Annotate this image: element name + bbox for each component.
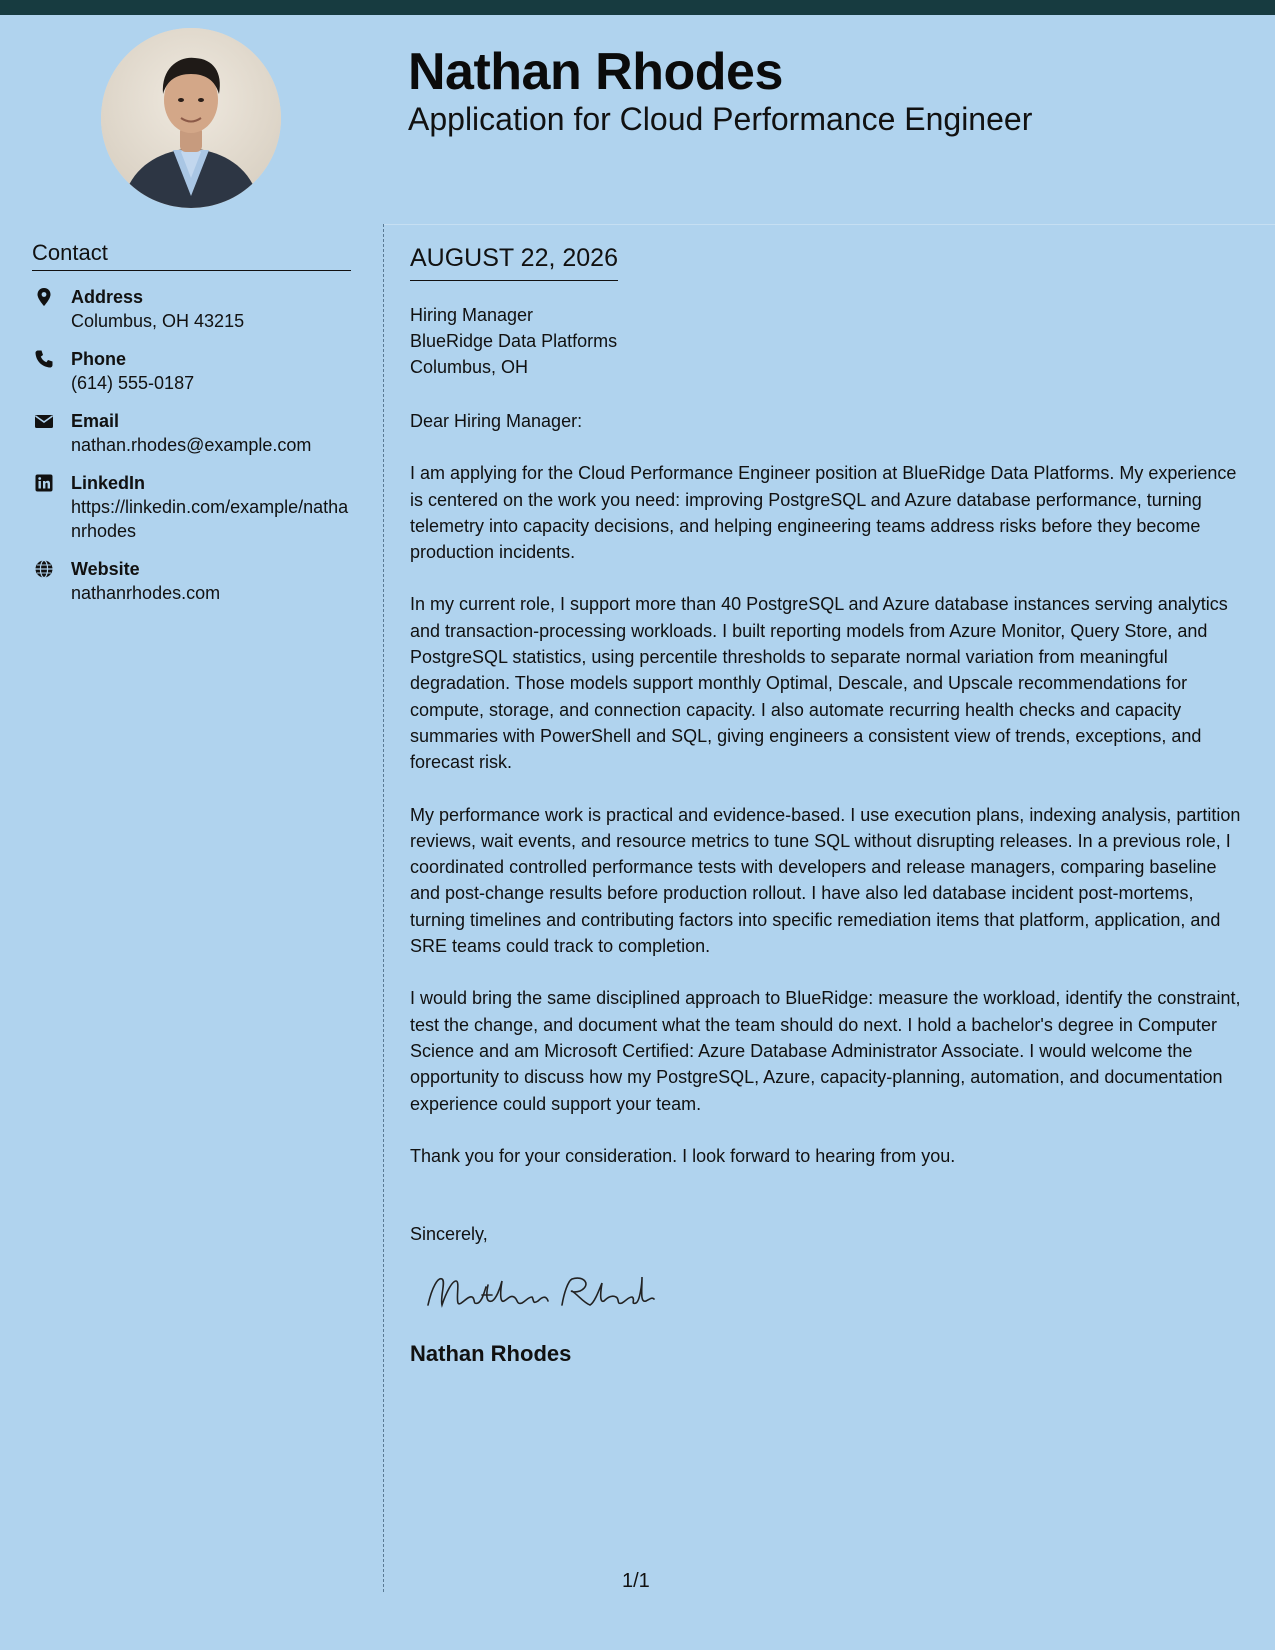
recipient-line: Hiring Manager <box>410 305 534 325</box>
address-value: Columbus, OH 43215 <box>71 311 245 331</box>
email-icon <box>34 411 54 431</box>
application-subtitle: Application for Cloud Performance Engineer <box>408 101 1033 137</box>
recipient-block <box>410 302 1250 380</box>
contact-label: Phone <box>71 349 127 369</box>
page-number: 1/1 <box>622 1570 650 1592</box>
email-value[interactable]: nathan.rhodes@example.com <box>71 435 312 455</box>
contact-item-linkedin <box>32 471 357 543</box>
greeting: Dear Hiring Manager: <box>410 411 583 431</box>
letter-date: AUGUST 22, 2026 <box>410 242 618 281</box>
contact-item-email <box>32 409 357 457</box>
contact-list <box>32 285 357 605</box>
recipient-line: Columbus, OH <box>410 357 529 377</box>
globe-icon <box>34 559 54 579</box>
body-paragraph: I am applying for the Cloud Performance Engineer position at BlueRidge Data Platforms. My experience is centered on the work you need: improving PostgreSQL and Azure database performance, turning telemetry into capacity decisions, and helping engineering teams address risks before they become production incidents. <box>410 463 1237 563</box>
phone-icon <box>34 349 54 369</box>
column-divider <box>383 224 384 1592</box>
recipient-line: BlueRidge Data Platforms <box>410 331 618 351</box>
applicant-name: Nathan Rhodes <box>408 43 783 101</box>
contact-item-website <box>32 557 357 605</box>
body-paragraph: In my current role, I support more than 40 PostgreSQL and Azure database instances serving analytics and transaction-processing workloads. I built reporting models from Azure Monitor, Query Store, and PostgreSQL statistics, using percentile thresholds to separate normal variation from meaningful degradation. Those models support monthly Optimal, Descale, and Upscale recommendations for compute, storage, and connection capacity. I also automate recurring health checks and capacity summaries with PowerShell and SQL, giving engineers a consistent view of trends, exceptions, and forecast risk. <box>410 594 1228 773</box>
closing-paragraph: Thank you for your consideration. I look forward to hearing from you. <box>410 1145 956 1166</box>
top-accent-bar <box>0 0 1275 15</box>
body-paragraph: I would bring the same disciplined approach to BlueRidge: measure the workload, identify the constraint, test the change, and document what the team should do next. I hold a bachelor's degree in Computer Science and am Microsoft Certified: Azure Database Administrator Associate. I would welcome the opportunity to discuss how my PostgreSQL, Azure, capacity-planning, automation, and documentation experience could support your team. <box>410 988 1241 1114</box>
contact-label: Website <box>71 559 140 579</box>
contact-label: Email <box>71 411 120 431</box>
contact-item-phone <box>32 347 357 395</box>
profile-photo <box>101 28 281 208</box>
linkedin-value[interactable]: https://linkedin.com/example/nathanrhodes <box>71 497 349 541</box>
handwritten-signature <box>422 1267 1250 1327</box>
website-value[interactable]: nathanrhodes.com <box>71 583 221 603</box>
contact-label: LinkedIn <box>71 473 146 493</box>
closing-salutation: Sincerely, <box>410 1224 488 1245</box>
header-divider <box>384 224 1275 225</box>
contact-label: Address <box>71 287 144 307</box>
body-paragraph: My performance work is practical and evidence-based. I use execution plans, indexing analysis, partition reviews, wait events, and resource metrics to tune SQL without disrupting releases. In a previous role, I coordinated controlled performance tests with developers and release managers, comparing baseline and post-change results before production rollout. I have also led database incident post-mortems, turning timelines and contributing factors into specific remediation items that platform, application, and SRE teams could track to completion. <box>410 804 1241 957</box>
phone-value: (614) 555-0187 <box>71 373 195 393</box>
contact-heading: Contact <box>32 240 351 271</box>
linkedin-icon <box>34 473 54 493</box>
letter-body <box>410 242 1250 1368</box>
printed-name: Nathan Rhodes <box>410 1341 572 1367</box>
contact-item-address <box>32 285 357 333</box>
location-pin-icon <box>34 287 54 307</box>
